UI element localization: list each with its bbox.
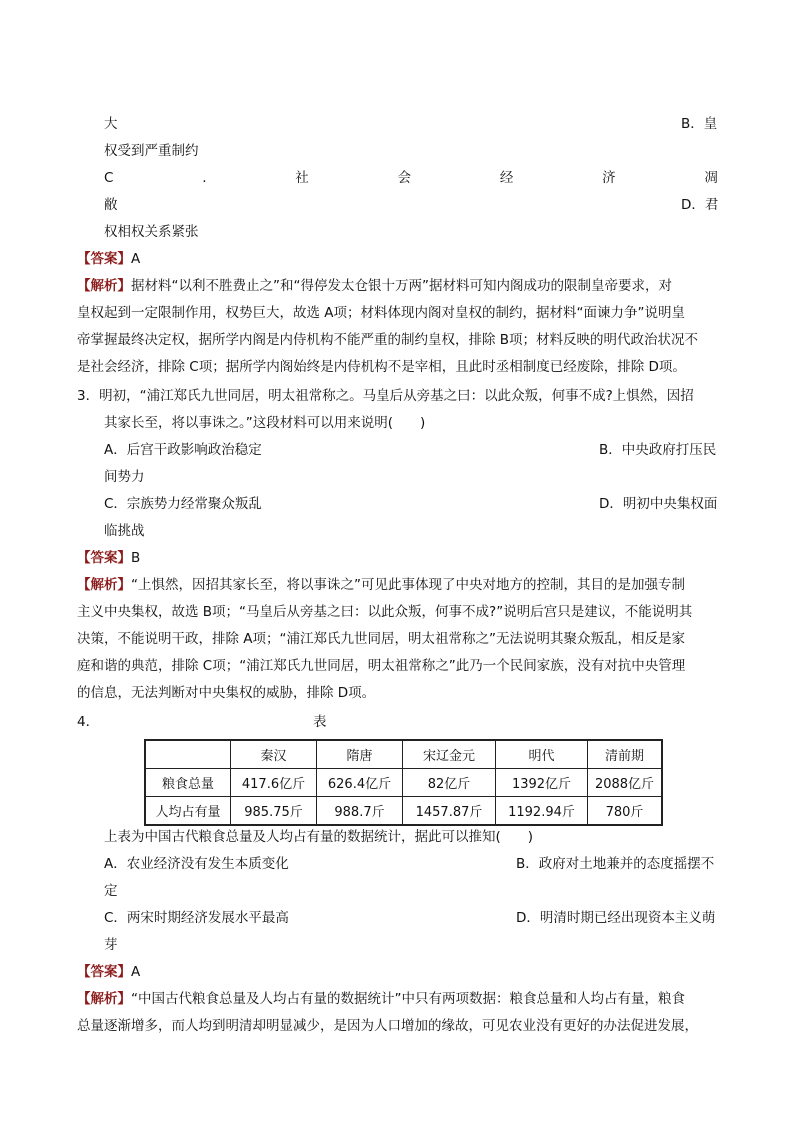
table-cell: 1392亿斤 [496,769,588,797]
q4-analysis-line [77,989,685,1009]
table-header-cell: 隋唐 [317,740,403,769]
q4-option-d: D．明清时期已经出现资本主义萌 [516,910,716,926]
table-header-cell: 明代 [496,740,588,769]
q2-option-c-char: 经 [499,170,514,186]
q2-option-c-char: C [104,170,114,186]
table-header-cell: 清前期 [588,740,663,769]
q2-answer [77,249,140,269]
q3-option-b: B．中央政府打压民 [599,442,717,458]
table-cell: 780斤 [588,797,663,826]
table-cell: 417.6亿斤 [231,769,317,797]
q2-option-b-cont: 权受到严重制约 [104,143,199,159]
q2-option-c-char: 济 [602,170,616,186]
q4-option-d-cont: 芽 [104,937,118,953]
q3-option-a: A．后宫干政影响政治稳定 [104,442,262,458]
q4-option-b-cont: 定 [104,883,118,899]
analysis-label: 【解析】 [77,278,131,294]
table-row [145,797,662,826]
q2-option-c-char: 社 [295,170,309,186]
table-header-cell: 宋辽金元 [403,740,496,769]
q2-option-c-cont: 敝 [104,197,118,213]
q2-analysis-line: 帝掌握最终决定权，据所学内阁是内侍机构不能严重的制约皇权，排除 B项；材料反映的明代政治状况不 [77,332,699,348]
table-header-cell [145,740,231,769]
q2-option-d: D．君 [681,197,719,213]
answer-label: 【答案】 [77,550,131,566]
q2-option-c [104,168,718,188]
analysis-text: “上惧然，因招其家长至，将以事诛之”可见此事体现了中央对地方的控制，其目的是加强专制 [131,577,685,593]
answer-value: B [131,550,141,566]
table-cell: 粮食总量 [145,769,231,797]
q4-analysis-line: 总量逐渐增多，而人均到明清却明显减少，是因为人口增加的缘故，可见农业没有更好的办法促进发展， [77,1018,698,1034]
q3-analysis-line: 决策，不能说明干政，排除 A项；“浦江郑氏九世同居，明太祖常称之”无法说明其聚众叛乱，相反是家 [77,631,686,647]
q3-analysis-line: 主义中央集权，故选 B项；“马皇后从旁基之曰：以此众叛，何事不成?”说明后宫只是建议，不能说明其 [77,604,693,620]
q4-answer [77,962,140,982]
q3-analysis-line [77,575,685,595]
q3-stem-line: 其家长至，将以事诛之。”这段材料可以用来说明( ) [104,415,426,431]
q4-stem: 上表为中国古代粮食总量及人均占有量的数据统计，据此可以推知( ) [104,829,534,845]
q4-option-b: B．政府对土地兼并的态度摇摆不 [516,856,715,872]
answer-value: A [131,251,141,267]
q3-option-d-cont: 临挑战 [104,523,145,539]
table-header-row [145,740,662,769]
q2-option-b: B．皇 [681,116,718,132]
q2-analysis-line [77,276,672,296]
analysis-text: “中国古代粮食总量及人均占有量的数据统计”中只有两项数据：粮食总量和人均占有量，粮食 [131,991,685,1007]
table-cell: 1457.87斤 [403,797,496,826]
q3-option-d: D．明初中央集权面 [599,496,718,512]
table-cell: 626.4亿斤 [317,769,403,797]
q2-analysis-line: 是社会经济，排除 C项；据所学内阁始终是内侍机构不是宰相，且此时丞相制度已经废除，排除 D项。 [77,359,686,375]
table-cell: 988.7斤 [317,797,403,826]
q2-analysis-line: 皇权起到一定限制作用，权势巨大，故选 A项；材料体现内阁对皇权的制约，据材料“面谏力争”说明皇 [77,305,686,321]
table-header-cell: 秦汉 [231,740,317,769]
q4-option-c: C．两宋时期经济发展水平最高 [104,910,289,926]
q3-option-b-cont: 间势力 [104,469,145,485]
q4-title: 表 [313,714,327,730]
table-cell: 2088亿斤 [588,769,663,797]
q3-analysis-line: 的信息，无法判断对中央集权的威胁，排除 D项。 [77,685,376,701]
q2-option-c-char: 会 [397,170,412,186]
answer-value: A [131,964,141,980]
grain-table [144,739,663,826]
q3-answer [77,548,140,568]
analysis-label: 【解析】 [77,991,131,1007]
table-cell: 82亿斤 [403,769,496,797]
q4-option-a: A．农业经济没有发生本质变化 [104,856,289,872]
table-cell: 1192.94斤 [496,797,588,826]
q2-option-c-char: . [202,170,207,186]
answer-label: 【答案】 [77,964,131,980]
q4-number: 4． [77,714,100,730]
analysis-label: 【解析】 [77,577,131,593]
q2-option-d-cont: 权相权关系紧张 [104,224,199,240]
table-cell: 985.75斤 [231,797,317,826]
q3-option-c: C．宗族势力经常聚众叛乱 [104,496,262,512]
q3-analysis-line: 庭和谐的典范，排除 C项；“浦江郑氏九世同居，明太祖常称之”此乃一个民间家族，没有对抗中央管理 [77,658,686,674]
analysis-text: 据材料“以利不胜费止之”和“得停发太仓银十万两”据材料可知内阁成功的限制皇帝要求，对 [131,278,672,294]
answer-label: 【答案】 [77,251,131,267]
q3-stem-line: 3．明初，“浦江郑氏九世同居，明太祖常称之。马皇后从旁基之曰：以此众叛，何事不成?上惧然，因招 [77,388,694,404]
q2-option-c-char: 凋 [704,170,718,186]
q2-option-a-end: 大 [104,116,118,132]
table-row [145,769,662,797]
table-cell: 人均占有量 [145,797,231,826]
